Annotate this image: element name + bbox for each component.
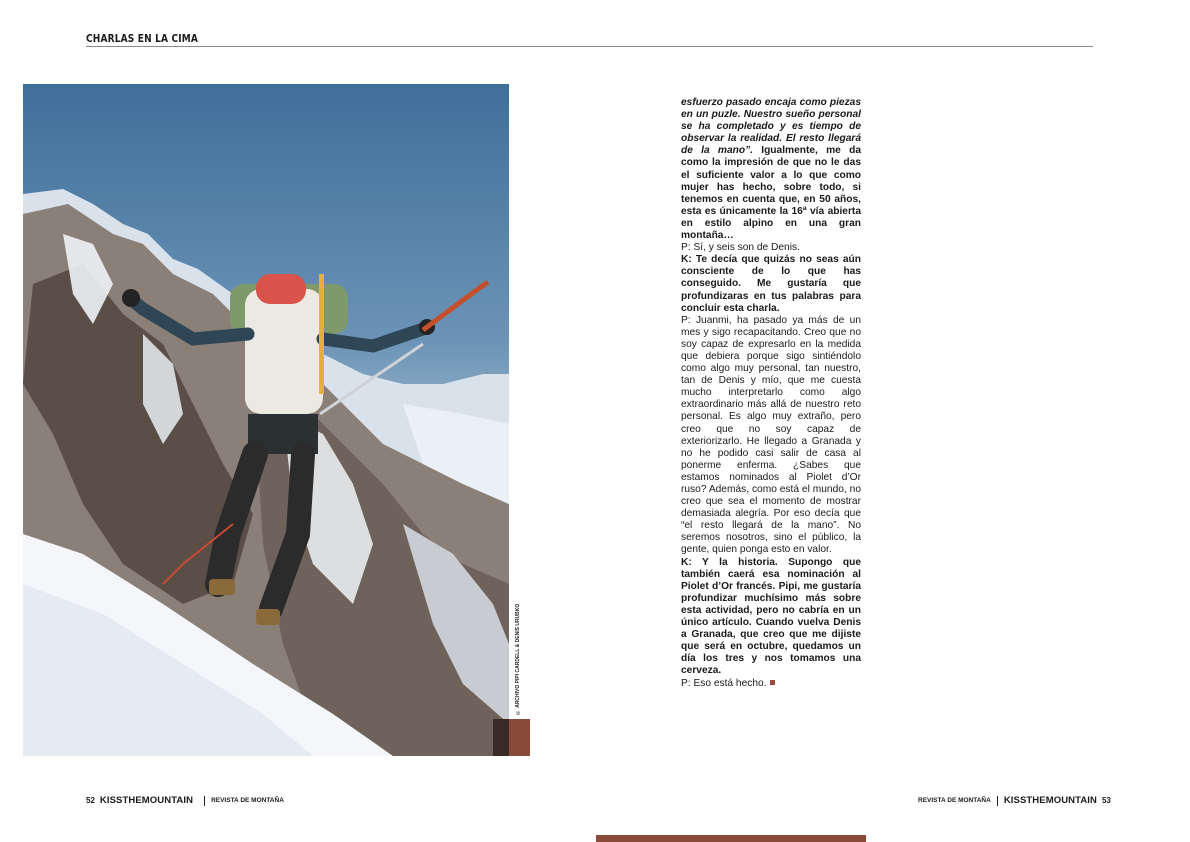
accent-block <box>493 719 530 756</box>
brand-name-left: KISSTHEMOUNTAIN <box>99 795 194 806</box>
section-title: CHARLAS EN LA CIMA <box>86 32 199 45</box>
paragraph-text: P: Sí, y seis son de Denis. <box>681 242 800 254</box>
footer-right <box>918 795 1116 806</box>
bottom-accent-bar <box>596 835 866 842</box>
paragraph-text: K: Y la historia. Supongo que también caerá esa nominación al Piolet d’Or francés. Pipi, me gustaría profundizar muchísimo más sobre esta actividad, pero no cabría en un único artículo. Cuando vuelva Denis a Granada, que creo que me dijiste que será en octubre, quedamos un día los tres y nos tomamos una cerveza. <box>681 556 861 677</box>
accent-block-dark <box>493 719 509 756</box>
footer-divider-left <box>204 796 205 806</box>
paragraph-text: P: Juanmi, ha pasado ya más de un mes y sigo recapacitando. Creo que no soy capaz de expresarlo en la medida que debiera porque sigo sintiéndolo como algo muy personal, tan nuestro, tan de Denis y mío, que me cuesta mucho interpretarlo como algo extraordinario más allá de nuestro reto personal. Es algo muy extraño, pero creo que no soy capaz de exteriorizarlo. He llegado a Granada y no he podido casi salir de casa al ponerme enferma. ¿Sabes que estamos nominados al Piolet d’Or ruso? Además, como está el mundo, no creo que sea el momento de mostrar demasiada alegría. Por eso decía que “el resto llegará de la mano”. No seremos nosotros, sino el público, la gente, quien ponga esto en valor. <box>681 314 861 556</box>
end-mark-icon <box>770 680 775 685</box>
climber-photo <box>23 84 509 756</box>
paragraph-text: K: Te decía que quizás no seas aún consciente de lo que has conseguido. Me gustaría que profundizaras en tus palabras para concluir esta charla. <box>681 254 861 314</box>
paragraph-text: esfuerzo pasado encaja como piezas en un puzle. Nuestro sueño personal se ha completado y es tiempo de observar la realidad. El resto llegará de la mano”. <box>681 97 861 157</box>
header-rule <box>86 46 1093 47</box>
article-paragraph <box>681 678 861 690</box>
footer-left <box>86 795 284 806</box>
brand-name-right: KISSTHEMOUNTAIN <box>1003 795 1097 806</box>
page-number-right: 53 <box>1101 796 1111 805</box>
paragraph-text: Igualmente, me da como la impresión de que no le das el suficiente valor a lo que como mujer has hecho, sobre todo, si tenemos en cuenta que, en 50 años, esta es únicamente la 16ª vía abierta en estilo alpino en una gran montaña… <box>681 145 861 242</box>
article-paragraph <box>681 315 861 557</box>
photo-credit: © ARCHIVO PIPI CARDELL & DENIS URUBKO <box>515 603 521 715</box>
article-paragraph <box>681 97 861 242</box>
article-column <box>681 97 861 690</box>
article-paragraph <box>681 557 861 678</box>
article-paragraph <box>681 254 861 314</box>
paragraph-text: P: Eso está hecho. <box>681 677 767 689</box>
page-number-left: 52 <box>86 796 95 805</box>
magazine-subtitle-right: REVISTA DE MONTAÑA <box>918 797 991 804</box>
article-paragraph <box>681 242 861 254</box>
footer-divider-right <box>997 796 998 806</box>
magazine-subtitle-left: REVISTA DE MONTAÑA <box>211 797 284 804</box>
